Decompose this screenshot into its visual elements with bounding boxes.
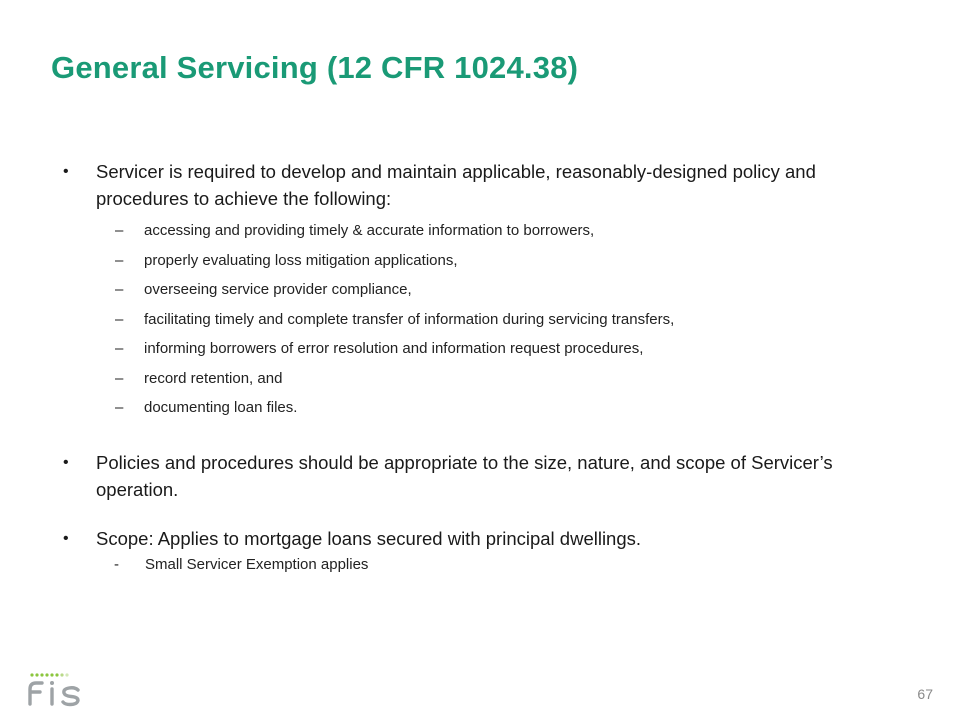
- bullet-item: [60, 158, 890, 212]
- sub-list: [60, 216, 890, 423]
- slide-title: General Servicing (12 CFR 1024.38): [51, 50, 579, 85]
- bullet-text: Scope: Applies to mortgage loans secured with principal dwellings.: [96, 527, 642, 549]
- sub-item: [60, 393, 890, 423]
- page-number: 67: [917, 686, 933, 702]
- dash-icon: ‒: [115, 251, 124, 269]
- sub-item: [60, 246, 890, 276]
- sub-item-text: accessing and providing timely & accurate information to borrowers,: [144, 222, 595, 239]
- bullet-text: Servicer is required to develop and maintain applicable, reasonably-designed policy and procedures to achieve the following:: [96, 161, 816, 209]
- dash-icon: ‒: [115, 310, 124, 328]
- dash-icon: -: [114, 555, 119, 573]
- sub-item: [60, 364, 890, 394]
- sub-item: [60, 552, 890, 578]
- slide-content: [60, 158, 890, 578]
- bullet-icon: •: [63, 163, 69, 180]
- dash-icon: ‒: [115, 399, 124, 416]
- bullet-icon: •: [63, 453, 69, 471]
- sub-item-text: properly evaluating loss mitigation applications,: [144, 251, 458, 269]
- bullet-text: Policies and procedures should be appropriate to the size, nature, and scope of Servicer’s operation.: [96, 451, 833, 500]
- fis-logo: [26, 670, 96, 708]
- sub-item: [60, 216, 890, 246]
- sub-item-text: Small Servicer Exemption applies: [145, 555, 369, 573]
- logo-dots-icon: [30, 673, 68, 676]
- sub-item: [60, 275, 890, 305]
- sub-item: [60, 334, 890, 364]
- sub-item-text: record retention, and: [144, 369, 283, 387]
- bullet-icon: •: [63, 529, 69, 547]
- sub-item-text: facilitating timely and complete transfer of information during servicing transfers,: [144, 310, 675, 328]
- dash-icon: ‒: [115, 281, 124, 298]
- sub-item-text: documenting loan files.: [144, 399, 298, 416]
- sub-item-text: overseeing service provider compliance,: [144, 281, 412, 298]
- bullet-item: [60, 525, 890, 552]
- bullet-item: [60, 449, 890, 503]
- dash-icon: ‒: [115, 340, 124, 357]
- sub-item: [60, 305, 890, 335]
- sub-item-text: informing borrowers of error resolution and information request procedures,: [144, 340, 644, 357]
- dash-icon: ‒: [115, 369, 124, 387]
- dash-icon: ‒: [115, 222, 124, 239]
